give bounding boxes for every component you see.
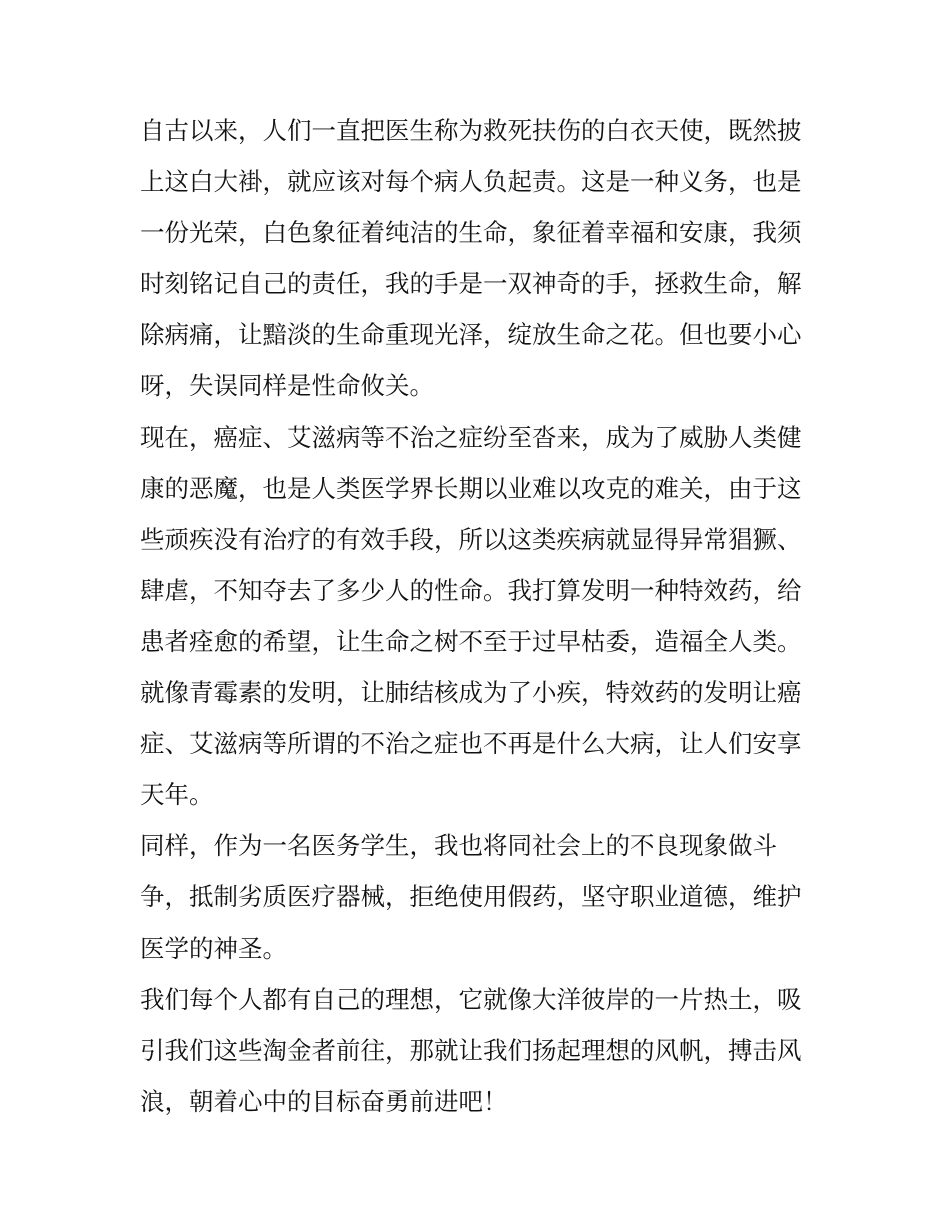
text-line: 上这白大褂，就应该对每个病人负起责。这是一种义务，也是 (140, 167, 802, 197)
text-line: 争，抵制劣质医疗器械，拒绝使用假药，坚守职业道德，维护 (140, 882, 802, 912)
text-line: 呀，失误同样是性命攸关。 (140, 371, 434, 401)
text-line: 肆虐，不知夺去了多少人的性命。我打算发明一种特效药，给 (140, 575, 802, 605)
text-line: 就像青霉素的发明，让肺结核成为了小疾，特效药的发明让癌 (140, 678, 802, 708)
text-line: 些顽疾没有治疗的有效手段，所以这类疾病就显得异常猖獗、 (140, 524, 802, 554)
text-line: 浪，朝着心中的目标奋勇前进吧！ (140, 1086, 508, 1116)
text-line: 天年。 (140, 780, 214, 810)
body-text (140, 105, 820, 1127)
text-line: 康的恶魔，也是人类医学界长期以业难以攻克的难关，由于这 (140, 473, 802, 503)
text-line: 医学的神圣。 (140, 933, 287, 963)
text-line: 同样，作为一名医务学生，我也将同社会上的不良现象做斗 (140, 831, 777, 861)
text-line: 自古以来，人们一直把医生称为救死扶伤的白衣天使，既然披 (140, 116, 802, 145)
text-line: 现在，癌症、艾滋病等不治之症纷至沓来，成为了威胁人类健 (140, 422, 802, 452)
text-line: 时刻铭记自己的责任，我的手是一双神奇的手，拯救生命，解 (140, 269, 802, 299)
text-line: 症、艾滋病等所谓的不治之症也不再是什么大病，让人们安享 (140, 729, 802, 759)
text-line: 引我们这些淘金者前往，那就让我们扬起理想的风帆，搏击风 (140, 1035, 802, 1065)
text-line: 我们每个人都有自己的理想，它就像大洋彼岸的一片热土，吸 (140, 984, 802, 1014)
text-line: 患者痊愈的希望，让生命之树不至于过早枯委，造福全人类。 (140, 626, 802, 656)
text-line: 除病痛，让黯淡的生命重现光泽，绽放生命之花。但也要小心 (140, 320, 802, 350)
text-line: 一份光荣，白色象征着纯洁的生命，象征着幸福和安康，我须 (140, 218, 802, 248)
